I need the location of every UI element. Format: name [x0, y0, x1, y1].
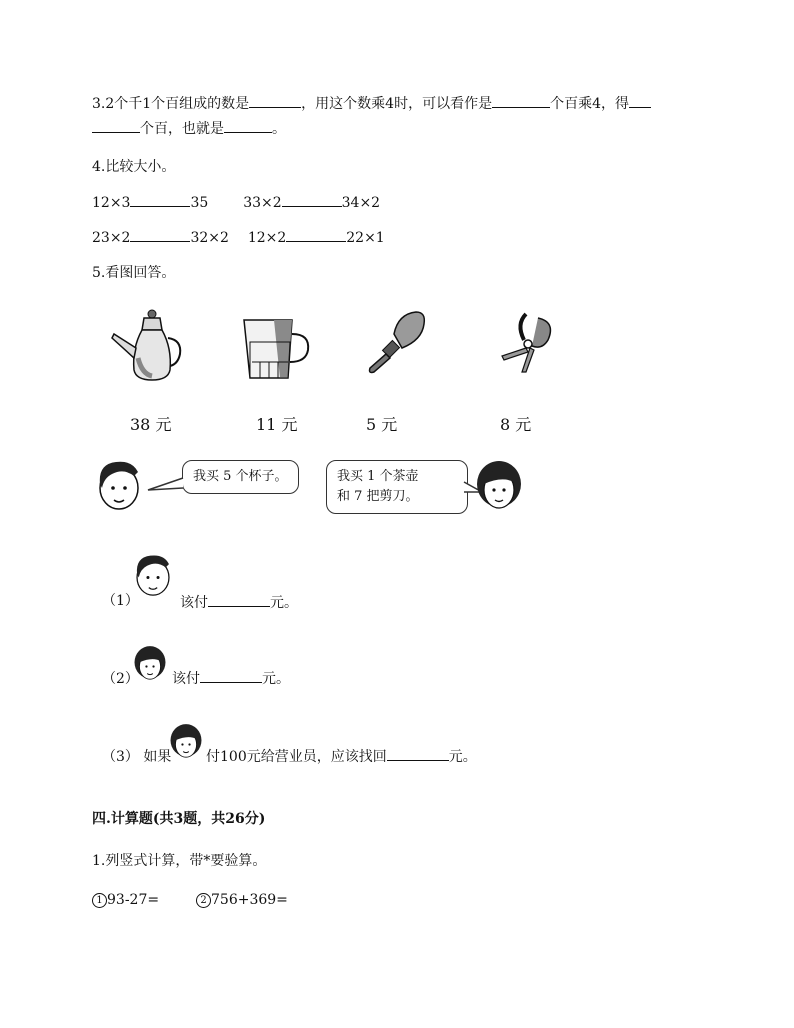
q3-blank-1[interactable]: [249, 93, 301, 108]
q5-sub1-label: （1）: [102, 593, 139, 609]
q5-sub1-text: 该付: [180, 595, 208, 611]
q5-sub3-answer: [206, 746, 477, 766]
girl-speech-bubble: [326, 460, 468, 514]
trowel-icon: [364, 310, 426, 376]
q3-text-4: 个百，也就是: [140, 121, 224, 137]
q4-title: 4.比较大小。: [92, 159, 176, 175]
boy-speech-bubble: 我买 5 个杯子。: [182, 460, 299, 494]
girl-speech-line-2: 和 7 把剪刀。: [337, 489, 419, 504]
problem-1: 93-27=: [107, 892, 160, 908]
scissors-price: 8 元: [500, 415, 532, 434]
problem-2-number: 2: [196, 893, 211, 908]
q5-title: 5.看图回答。: [92, 265, 176, 281]
q4-r2-blank-2[interactable]: [286, 227, 346, 242]
section4-q1-problems: [92, 892, 288, 908]
section4-heading: 四.计算题(共3题，共26分): [92, 811, 266, 827]
q4-r2-blank-1[interactable]: [130, 227, 190, 242]
q5-sub1-answer: [180, 592, 298, 612]
q4-row2: [92, 227, 385, 246]
q5-sub3-label: （3） 如果: [102, 749, 172, 765]
girl-avatar-small: [132, 644, 168, 682]
cup-price: 11 元: [256, 415, 298, 434]
q3-blank-4[interactable]: [224, 118, 272, 133]
q5-sub2-blank[interactable]: [200, 668, 262, 683]
q3-text-2: ，用这个数乘4时，可以看作是: [301, 96, 493, 112]
q5-sub2-text: 该付: [172, 671, 200, 687]
cup-icon: [240, 316, 312, 382]
q5-sub1-unit: 元。: [270, 595, 298, 611]
q3-text-5: 。: [272, 121, 286, 137]
q4-r2-right-expr-2: 22×1: [346, 230, 385, 246]
q4-r1-left-expr: 12×3: [92, 195, 131, 211]
q3-text-3: 个百乘4，得: [550, 96, 630, 112]
q5-sub3-text: 付100元给营业员，应该找回: [206, 749, 387, 765]
boy-bubble-tail: [146, 476, 186, 496]
q3-blank-3b[interactable]: [92, 118, 140, 133]
q4-r1-right-expr-2: 34×2: [341, 195, 381, 211]
q3-blank-2[interactable]: [492, 93, 550, 108]
teapot-icon: [108, 308, 184, 384]
q4-r1-blank-1[interactable]: [130, 192, 190, 207]
q3-line2: [92, 118, 286, 138]
q5-sub2-label: （2）: [102, 671, 139, 687]
girl-avatar: [474, 458, 524, 512]
section4-q1-title: 1.列竖式计算，带*要验算。: [92, 853, 267, 869]
q4-row1: [92, 192, 380, 211]
q5-sub2-answer: [172, 668, 290, 688]
q5-sub2-unit: 元。: [262, 671, 290, 687]
girl-avatar-small-2: [168, 722, 204, 760]
problem-1-number: 1: [92, 893, 107, 908]
problem-2: 756+369=: [211, 892, 288, 908]
q4-r2-left-expr-2: 12×2: [247, 230, 287, 246]
q4-r1-right-expr: 35: [190, 195, 209, 211]
q4-r2-left-expr: 23×2: [92, 230, 131, 246]
q5-sub3-unit: 元。: [448, 749, 477, 765]
trowel-price: 5 元: [366, 415, 398, 434]
boy-avatar-small: [132, 552, 174, 598]
q3-text-1: 3.2个千1个百组成的数是: [92, 96, 250, 112]
q5-sub1-blank[interactable]: [208, 592, 270, 607]
q5-sub3-blank[interactable]: [387, 746, 449, 761]
q4-r2-right-expr: 32×2: [190, 230, 229, 246]
teapot-price: 38 元: [130, 415, 172, 434]
scissors-icon: [498, 310, 564, 374]
q3-blank-3a[interactable]: [629, 93, 651, 108]
q4-r1-blank-2[interactable]: [282, 192, 342, 207]
girl-speech-line-1: 我买 1 个茶壶: [337, 469, 419, 484]
q4-r1-left-expr-2: 33×2: [243, 195, 282, 211]
q3-line1: [92, 93, 651, 113]
boy-avatar: [94, 458, 144, 512]
